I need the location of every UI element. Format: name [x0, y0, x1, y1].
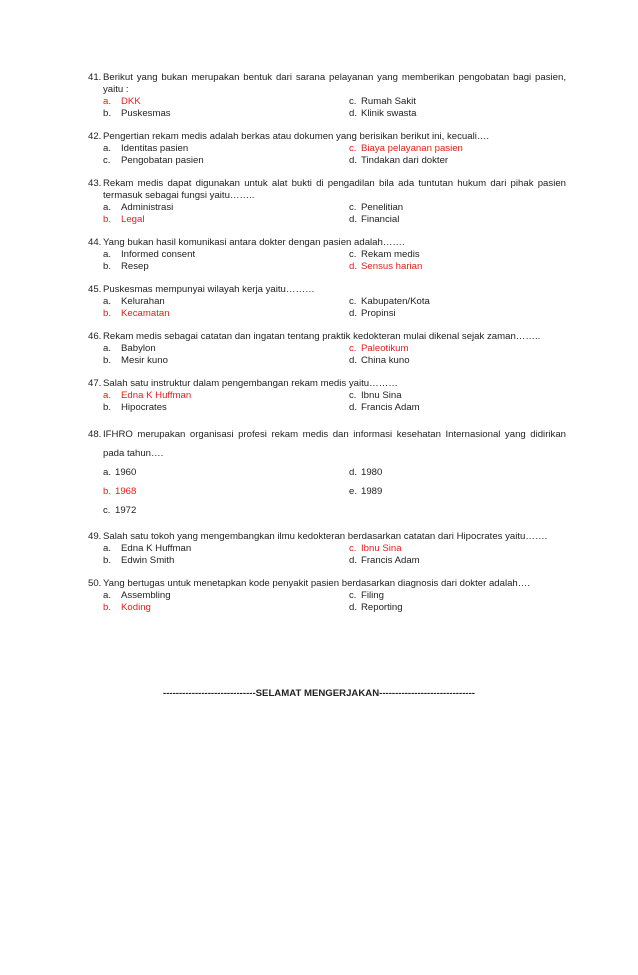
option-letter: a. — [103, 390, 112, 401]
question-number: 48. — [88, 429, 102, 440]
option-letter: a. — [103, 343, 112, 354]
option-text: 1980 — [361, 467, 383, 478]
option-letter: d. — [349, 108, 358, 119]
option-text: Edwin Smith — [121, 555, 175, 566]
option-letter: c. — [349, 202, 357, 213]
question-number: 50. — [88, 578, 102, 589]
answer-option — [349, 96, 416, 108]
option-letter: e. — [349, 486, 358, 497]
question-block — [88, 378, 566, 414]
option-letter: c. — [349, 296, 357, 307]
option-text: Ibnu Sina — [361, 543, 402, 554]
answer-option — [103, 261, 349, 273]
option-letter: d. — [349, 261, 358, 272]
question-block — [88, 425, 566, 520]
question-stem — [88, 237, 566, 249]
question-text: Puskesmas mempunyai wilayah kerja yaitu……… — [103, 284, 315, 295]
option-text: Biaya pelayanan pasien — [361, 143, 463, 154]
option-letter: a. — [103, 590, 112, 601]
question-number: 49. — [88, 531, 102, 542]
option-text: Legal — [121, 214, 145, 225]
option-letter: b. — [103, 402, 112, 413]
option-text: Kecamatan — [121, 308, 170, 319]
question-stem — [88, 331, 566, 343]
option-row — [103, 501, 566, 520]
option-text: Kelurahan — [121, 296, 165, 307]
option-text: 1972 — [115, 505, 137, 516]
question-text: IFHRO merupakan organisasi profesi rekam medis dan informasi kesehatan Internasional yang didirikan pada tahun…. — [103, 429, 566, 459]
answer-option-correct — [103, 308, 349, 320]
closing-message: -----------------------------SELAMAT MENGERJAKAN------------------------------ — [163, 688, 475, 699]
option-text: Paleotikum — [361, 343, 409, 354]
option-text: 1989 — [361, 486, 383, 497]
answer-option — [349, 155, 448, 167]
answer-option — [349, 463, 382, 482]
option-row — [103, 96, 566, 108]
option-text: DKK — [121, 96, 141, 107]
option-letter: c. — [349, 343, 357, 354]
answer-option — [103, 249, 349, 261]
answer-option — [349, 214, 399, 226]
answer-option — [349, 249, 420, 261]
answer-option-correct — [103, 390, 349, 402]
option-letter: d. — [349, 355, 358, 366]
question-stem — [88, 131, 566, 143]
option-letter: b. — [103, 355, 112, 366]
option-text: Penelitian — [361, 202, 404, 213]
answer-options — [103, 590, 566, 614]
answer-option-correct — [103, 214, 349, 226]
question-text: Berikut yang bukan merupakan bentuk dari sarana pelayanan yang memberikan pengobatan bagi pasien, yaitu : — [103, 72, 566, 95]
answer-option — [349, 402, 420, 414]
question-text: Salah satu instruktur dalam pengembangan rekam medis yaitu……… — [103, 378, 398, 389]
answer-option — [103, 555, 349, 567]
answer-option — [103, 343, 349, 355]
option-row — [103, 214, 566, 226]
option-row — [103, 202, 566, 214]
option-text: Financial — [361, 214, 400, 225]
answer-option — [349, 296, 430, 308]
question-stem — [88, 531, 566, 543]
option-text: Informed consent — [121, 249, 196, 260]
answer-options — [103, 143, 566, 167]
answer-option — [349, 108, 416, 120]
answer-option — [349, 602, 403, 614]
answer-option — [349, 355, 410, 367]
option-text: China kuno — [361, 355, 410, 366]
option-text: Edna K Huffman — [121, 543, 192, 554]
option-letter: d. — [349, 602, 358, 613]
question-number: 41. — [88, 72, 102, 83]
option-text: Ibnu Sina — [361, 390, 402, 401]
answer-option — [103, 463, 349, 482]
answer-option — [103, 402, 349, 414]
option-letter: a. — [103, 143, 112, 154]
option-row — [103, 296, 566, 308]
option-letter: a. — [103, 96, 112, 107]
option-letter: c. — [103, 155, 111, 166]
exam-page — [88, 72, 566, 625]
option-row — [103, 463, 566, 482]
answer-option — [103, 202, 349, 214]
option-text: Mesir kuno — [121, 355, 168, 366]
question-block — [88, 284, 566, 320]
answer-options — [103, 249, 566, 273]
option-row — [103, 108, 566, 120]
question-stem — [88, 178, 566, 202]
option-letter: a. — [103, 202, 112, 213]
option-row — [103, 249, 566, 261]
option-row — [103, 308, 566, 320]
question-stem — [88, 72, 566, 96]
option-text: Sensus harian — [361, 261, 423, 272]
option-row — [103, 402, 566, 414]
option-text: Filing — [361, 590, 384, 601]
option-row — [103, 555, 566, 567]
answer-options — [103, 202, 566, 226]
option-letter: b. — [103, 214, 112, 225]
answer-options — [103, 463, 566, 520]
option-row — [103, 602, 566, 614]
option-text: Kabupaten/Kota — [361, 296, 430, 307]
option-row — [103, 543, 566, 555]
option-text: Francis Adam — [361, 555, 420, 566]
question-block — [88, 578, 566, 614]
answer-option — [349, 308, 396, 320]
answer-option — [349, 482, 382, 501]
answer-option — [103, 296, 349, 308]
question-number: 46. — [88, 331, 102, 342]
option-text: Administrasi — [121, 202, 174, 213]
option-row — [103, 261, 566, 273]
option-letter: a. — [103, 296, 112, 307]
answer-option — [349, 390, 402, 402]
answer-options — [103, 543, 566, 567]
answer-options — [103, 390, 566, 414]
question-block — [88, 331, 566, 367]
option-text: Edna K Huffman — [121, 390, 192, 401]
option-row — [103, 390, 566, 402]
question-stem — [88, 284, 566, 296]
answer-option-correct — [103, 602, 349, 614]
question-stem — [88, 425, 566, 463]
answer-option-correct — [349, 543, 402, 555]
option-letter: c. — [349, 96, 357, 107]
answer-option — [103, 108, 349, 120]
option-letter: c. — [103, 505, 111, 516]
answer-option-correct — [349, 143, 463, 155]
option-text: Rumah Sakit — [361, 96, 416, 107]
answer-option — [103, 543, 349, 555]
option-text: Francis Adam — [361, 402, 420, 413]
answer-option-correct — [103, 482, 349, 501]
answer-option-correct — [349, 343, 408, 355]
answer-option — [349, 590, 384, 602]
answer-option — [349, 202, 403, 214]
option-letter: b. — [103, 308, 112, 319]
option-row — [103, 143, 566, 155]
answer-options — [103, 343, 566, 367]
answer-option — [103, 143, 349, 155]
option-letter: d. — [349, 467, 358, 478]
option-letter: c. — [349, 249, 357, 260]
question-stem — [88, 378, 566, 390]
answer-option — [349, 555, 420, 567]
option-letter: b. — [103, 486, 112, 497]
question-block — [88, 178, 566, 226]
option-text: Pengobatan pasien — [121, 155, 204, 166]
option-letter: c. — [349, 143, 357, 154]
option-text: Rekam medis — [361, 249, 420, 260]
option-letter: d. — [349, 402, 358, 413]
option-letter: c. — [349, 590, 357, 601]
question-number: 43. — [88, 178, 102, 189]
option-text: Klinik swasta — [361, 108, 417, 119]
answer-options — [103, 296, 566, 320]
answer-options — [103, 96, 566, 120]
option-row — [103, 343, 566, 355]
question-text: Yang bukan hasil komunikasi antara dokter dengan pasien adalah……. — [103, 237, 405, 248]
option-letter: b. — [103, 261, 112, 272]
answer-option — [103, 355, 349, 367]
option-letter: a. — [103, 467, 112, 478]
option-letter: b. — [103, 602, 112, 613]
option-letter: b. — [103, 555, 112, 566]
option-text: Puskesmas — [121, 108, 171, 119]
answer-option-correct — [103, 96, 349, 108]
option-letter: b. — [103, 108, 112, 119]
option-letter: d. — [349, 308, 358, 319]
question-number: 42. — [88, 131, 102, 142]
answer-option — [103, 501, 349, 520]
option-row — [103, 355, 566, 367]
option-row — [103, 482, 566, 501]
question-block — [88, 131, 566, 167]
option-row — [103, 155, 566, 167]
option-row — [103, 590, 566, 602]
option-letter: c. — [349, 390, 357, 401]
question-number: 47. — [88, 378, 102, 389]
option-text: Babylon — [121, 343, 156, 354]
answer-option — [103, 590, 349, 602]
answer-option-correct — [349, 261, 422, 273]
option-letter: d. — [349, 214, 358, 225]
question-text: Pengertian rekam medis adalah berkas atau dokumen yang berisikan berikut ini, kecuali…. — [103, 131, 490, 142]
option-text: 1960 — [115, 467, 137, 478]
option-letter: c. — [349, 543, 357, 554]
option-text: Tindakan dari dokter — [361, 155, 449, 166]
answer-option — [103, 155, 349, 167]
question-block — [88, 531, 566, 567]
option-letter: d. — [349, 555, 358, 566]
option-text: 1968 — [115, 486, 137, 497]
question-stem — [88, 578, 566, 590]
question-number: 44. — [88, 237, 102, 248]
question-block — [88, 72, 566, 120]
option-text: Koding — [121, 602, 151, 613]
question-text: Yang bertugas untuk menetapkan kode penyakit pasien berdasarkan diagnosis dari dokter adalah…. — [103, 578, 531, 589]
option-text: Identitas pasien — [121, 143, 189, 154]
option-letter: a. — [103, 543, 112, 554]
question-number: 45. — [88, 284, 102, 295]
option-text: Hipocrates — [121, 402, 167, 413]
option-text: Assembling — [121, 590, 171, 601]
question-block — [88, 237, 566, 273]
option-text: Reporting — [361, 602, 403, 613]
option-text: Resep — [121, 261, 149, 272]
question-text: Rekam medis dapat digunakan untuk alat bukti di pengadilan bila ada tuntutan hukum dari pihak pasien termasuk sebagai fungsi yaitu…….. — [103, 178, 566, 201]
question-text: Salah satu tokoh yang mengembangkan ilmu kedokteran berdasarkan catatan dari Hipocrates yaitu……. — [103, 531, 548, 542]
question-text: Rekam medis sebagai catatan dan ingatan tentang praktik kedokteran mulai dikenal sejak zaman…….. — [103, 331, 541, 342]
option-letter: a. — [103, 249, 112, 260]
option-text: Propinsi — [361, 308, 396, 319]
option-letter: d. — [349, 155, 358, 166]
